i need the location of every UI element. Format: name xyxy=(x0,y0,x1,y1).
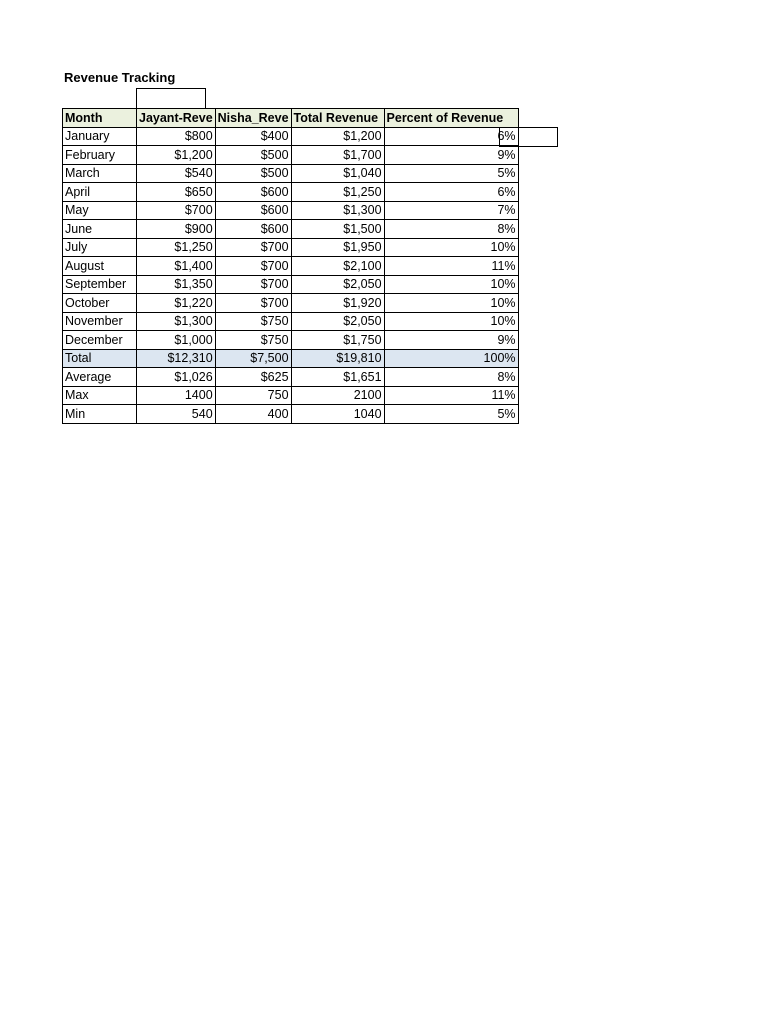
month-cell[interactable]: September xyxy=(63,275,137,294)
nisha-cell[interactable]: $750 xyxy=(215,331,291,350)
percent-cell[interactable]: 10% xyxy=(384,312,518,331)
max-total-cell[interactable]: 2100 xyxy=(291,386,384,405)
min-nisha-cell[interactable]: 400 xyxy=(215,405,291,424)
month-cell[interactable]: July xyxy=(63,238,137,257)
average-total-cell[interactable]: $1,651 xyxy=(291,368,384,387)
table-row xyxy=(63,257,519,276)
jayant-cell[interactable]: $540 xyxy=(137,164,216,183)
table-row xyxy=(63,238,519,257)
percent-cell[interactable]: 11% xyxy=(384,257,518,276)
total-nisha-cell[interactable]: $7,500 xyxy=(215,349,291,368)
month-cell[interactable]: August xyxy=(63,257,137,276)
total-cell[interactable]: $2,100 xyxy=(291,257,384,276)
table-row xyxy=(63,127,519,146)
min-total-cell[interactable]: 1040 xyxy=(291,405,384,424)
nisha-cell[interactable]: $700 xyxy=(215,257,291,276)
jayant-cell[interactable]: $1,200 xyxy=(137,146,216,165)
month-cell[interactable]: May xyxy=(63,201,137,220)
nisha-cell[interactable]: $700 xyxy=(215,275,291,294)
percent-cell[interactable]: 9% xyxy=(384,146,518,165)
nisha-cell[interactable]: $600 xyxy=(215,183,291,202)
total-cell[interactable]: $1,040 xyxy=(291,164,384,183)
jayant-cell[interactable]: $800 xyxy=(137,127,216,146)
total-label[interactable]: Total xyxy=(63,349,137,368)
percent-cell[interactable]: 7% xyxy=(384,201,518,220)
jayant-cell[interactable]: $1,400 xyxy=(137,257,216,276)
max-jayant-cell[interactable]: 1400 xyxy=(137,386,216,405)
jayant-cell[interactable]: $700 xyxy=(137,201,216,220)
jayant-cell[interactable]: $650 xyxy=(137,183,216,202)
percent-cell[interactable]: 9% xyxy=(384,331,518,350)
nisha-cell[interactable]: $700 xyxy=(215,238,291,257)
average-nisha-cell[interactable]: $625 xyxy=(215,368,291,387)
empty-cell-outline[interactable] xyxy=(136,88,206,108)
percent-cell[interactable]: 8% xyxy=(384,220,518,239)
jayant-cell[interactable]: $1,220 xyxy=(137,294,216,313)
nisha-cell[interactable]: $500 xyxy=(215,164,291,183)
total-cell[interactable]: $2,050 xyxy=(291,275,384,294)
nisha-cell[interactable]: $600 xyxy=(215,201,291,220)
percent-cell[interactable]: 10% xyxy=(384,294,518,313)
table-row xyxy=(63,220,519,239)
jayant-cell[interactable]: $900 xyxy=(137,220,216,239)
total-cell[interactable]: $1,250 xyxy=(291,183,384,202)
percent-cell[interactable]: 6% xyxy=(384,183,518,202)
min-row xyxy=(63,405,519,424)
table-row xyxy=(63,164,519,183)
table-row xyxy=(63,201,519,220)
total-total-cell[interactable]: $19,810 xyxy=(291,349,384,368)
total-cell[interactable]: $1,300 xyxy=(291,201,384,220)
total-cell[interactable]: $2,050 xyxy=(291,312,384,331)
min-jayant-cell[interactable]: 540 xyxy=(137,405,216,424)
min-percent-cell[interactable]: 5% xyxy=(384,405,518,424)
jayant-cell[interactable]: $1,000 xyxy=(137,331,216,350)
header-jayant-revenue[interactable]: Jayant-Reve xyxy=(137,109,216,128)
nisha-cell[interactable]: $400 xyxy=(215,127,291,146)
average-percent-cell[interactable]: 8% xyxy=(384,368,518,387)
month-cell[interactable]: December xyxy=(63,331,137,350)
header-total-revenue[interactable]: Total Revenue xyxy=(291,109,384,128)
table-row xyxy=(63,312,519,331)
total-cell[interactable]: $1,950 xyxy=(291,238,384,257)
table-row xyxy=(63,275,519,294)
nisha-cell[interactable]: $600 xyxy=(215,220,291,239)
table-row xyxy=(63,331,519,350)
month-cell[interactable]: October xyxy=(63,294,137,313)
total-jayant-cell[interactable]: $12,310 xyxy=(137,349,216,368)
max-row xyxy=(63,386,519,405)
total-row xyxy=(63,349,519,368)
percent-cell[interactable]: 6% xyxy=(384,127,518,146)
min-label[interactable]: Min xyxy=(63,405,137,424)
percent-cell[interactable]: 10% xyxy=(384,275,518,294)
percent-cell[interactable]: 10% xyxy=(384,238,518,257)
jayant-cell[interactable]: $1,350 xyxy=(137,275,216,294)
max-percent-cell[interactable]: 11% xyxy=(384,386,518,405)
month-cell[interactable]: March xyxy=(63,164,137,183)
total-cell[interactable]: $1,700 xyxy=(291,146,384,165)
table-row xyxy=(63,294,519,313)
total-cell[interactable]: $1,500 xyxy=(291,220,384,239)
nisha-cell[interactable]: $700 xyxy=(215,294,291,313)
nisha-cell[interactable]: $500 xyxy=(215,146,291,165)
header-nisha-revenue[interactable]: Nisha_Reve xyxy=(215,109,291,128)
total-cell[interactable]: $1,750 xyxy=(291,331,384,350)
table-row xyxy=(63,146,519,165)
sheet-title: Revenue Tracking xyxy=(64,70,176,85)
max-nisha-cell[interactable]: 750 xyxy=(215,386,291,405)
percent-cell[interactable]: 5% xyxy=(384,164,518,183)
header-percent-of-revenue[interactable]: Percent of Revenue xyxy=(384,109,518,128)
header-month[interactable]: Month xyxy=(63,109,137,128)
average-row xyxy=(63,368,519,387)
jayant-cell[interactable]: $1,250 xyxy=(137,238,216,257)
month-cell[interactable]: January xyxy=(63,127,137,146)
month-cell[interactable]: February xyxy=(63,146,137,165)
header-row xyxy=(63,109,519,128)
total-cell[interactable]: $1,200 xyxy=(291,127,384,146)
month-cell[interactable]: June xyxy=(63,220,137,239)
table-row xyxy=(63,183,519,202)
total-cell[interactable]: $1,920 xyxy=(291,294,384,313)
average-label[interactable]: Average xyxy=(63,368,137,387)
month-cell[interactable]: April xyxy=(63,183,137,202)
revenue-table xyxy=(62,108,519,424)
jayant-cell[interactable]: $1,300 xyxy=(137,312,216,331)
nisha-cell[interactable]: $750 xyxy=(215,312,291,331)
max-label[interactable]: Max xyxy=(63,386,137,405)
total-percent-cell[interactable]: 100% xyxy=(384,349,518,368)
month-cell[interactable]: November xyxy=(63,312,137,331)
average-jayant-cell[interactable]: $1,026 xyxy=(137,368,216,387)
